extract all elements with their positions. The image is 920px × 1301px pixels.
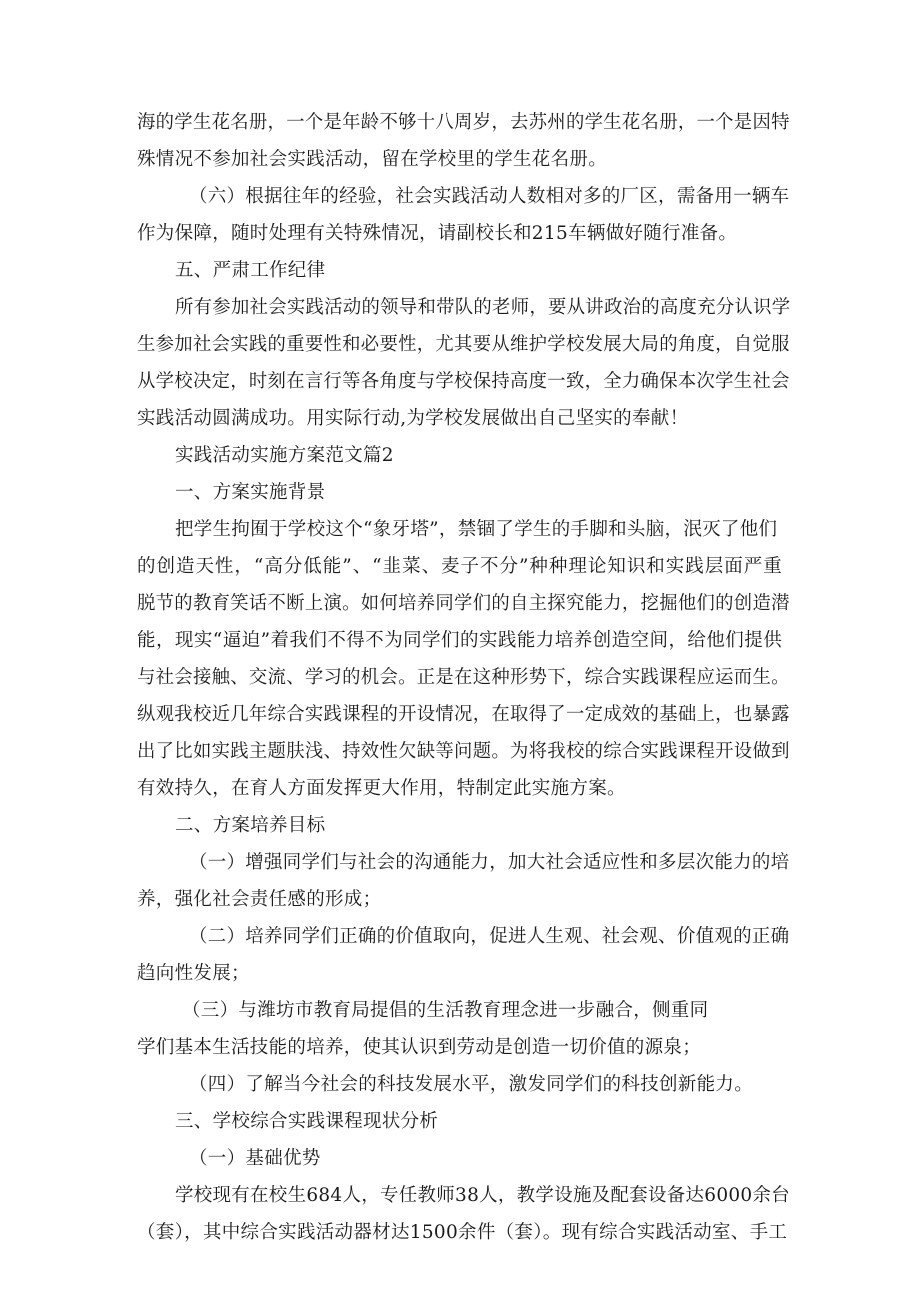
- text-line: （套），其中综合实践活动器材达1500余件（套）。现有综合实践活动室、手工: [137, 1222, 788, 1243]
- text-line: 出了比如实践主题肤浅、持效性欠缺等问题。为将我校的综合实践课程开设做到: [137, 741, 790, 762]
- text-line: （六）根据往年的经验，社会实践活动人数相对多的厂区，需备用一辆车: [189, 186, 790, 207]
- text-line: 把学生拘囿于学校这个“象牙塔”，禁锢了学生的手脚和头脑，泯灭了他们: [175, 519, 778, 540]
- text-line: 实践活动圆满成功。用实际行动,为学校发展做出自己坚实的奉献！: [137, 408, 689, 429]
- text-line: 所有参加社会实践活动的领导和带队的老师，要从讲政治的高度充分认识学: [175, 297, 791, 318]
- text-line: 脱节的教育笑话不断上演。如何培养同学们的自主探究能力，挖掘他们的创造潜: [137, 593, 790, 614]
- text-line: （二）培养同学们正确的价值取向，促进人生观、社会观、价值观的正确: [189, 926, 790, 947]
- text-line: 学校现有在校生684人，专任教师38人，教学设施及配套设备达6000余台: [175, 1185, 791, 1206]
- text-line: 海的学生花名册，一个是年龄不够十八周岁，去苏州的学生花名册，一个是因特: [137, 112, 790, 133]
- text-line: 殊情况不参加社会实践活动，留在学校里的学生花名册。: [137, 149, 608, 170]
- text-line: 趋向性发展；: [137, 963, 250, 984]
- text-line: （四）了解当今社会的科技发展水平，激发同学们的科技创新能力。: [189, 1074, 754, 1095]
- text-line: 养，强化社会责任感的形成；: [137, 889, 382, 910]
- text-line: 有效持久，在育人方面发挥更大作用，特制定此实施方案。: [137, 778, 626, 799]
- text-line: 的创造天性，“高分低能”、“韭菜、麦子不分”种种理论知识和实践层面严重: [137, 556, 782, 577]
- text-line: 纵观我校近几年综合实践课程的开设情况，在取得了一定成效的基础上，也暴露: [137, 704, 790, 725]
- text-line: 与社会接触、交流、学习的机会。正是在这种形势下，综合实践课程应运而生。: [137, 667, 790, 688]
- section-heading: 五、严肃工作纪律: [175, 260, 326, 281]
- text-line: 能，现实“逼迫”着我们不得不为同学们的实践能力培养创造空间，给他们提供: [137, 630, 782, 651]
- section-heading: 三、学校综合实践课程现状分析: [175, 1111, 439, 1132]
- section-heading: 一、方案实施背景: [175, 482, 326, 503]
- article-title: 实践活动实施方案范文篇2: [175, 445, 394, 466]
- text-line: （三）与潍坊市教育局提倡的生活教育理念进一步融合，侧重同: [182, 1000, 709, 1021]
- text-line: 从学校决定，时刻在言行等各角度与学校保持高度一致，全力确保本次学生社会: [137, 371, 790, 392]
- text-line: 作为保障，随时处理有关特殊情况，请副校长和215车辆做好随行准备。: [137, 223, 738, 244]
- subsection-heading: （一）基础优势: [189, 1148, 321, 1169]
- text-line: 生参加社会实践的重要性和必要性，尤其要从维护学校发展大局的角度，自觉服: [137, 334, 790, 355]
- text-line: （一）增强同学们与社会的沟通能力，加大社会适应性和多层次能力的培: [189, 852, 790, 873]
- text-line: 学们基本生活技能的培养，使其认识到劳动是创造一切价值的源泉；: [137, 1037, 702, 1058]
- section-heading: 二、方案培养目标: [175, 815, 326, 836]
